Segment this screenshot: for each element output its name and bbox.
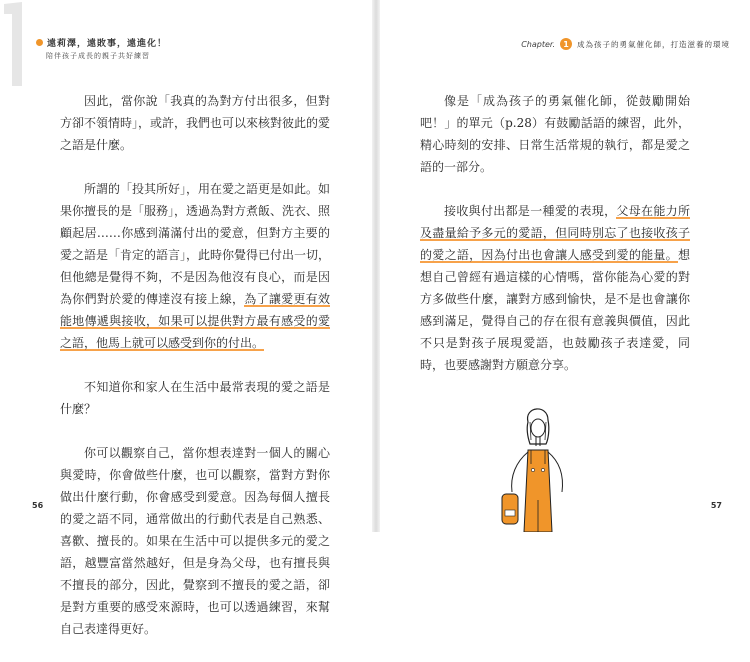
girl-illustration (490, 400, 580, 532)
bullet-dot-icon (36, 39, 43, 46)
page-number-left: 56 (32, 501, 44, 510)
page-number-right: 57 (710, 501, 722, 510)
running-header-left (36, 36, 167, 61)
paragraph: 所謂的「投其所好」，用在愛之語更是如此。如果你擅長的是「服務」，透過為對方煮飯、洗衣、照顧起居……你感到滿滿付出的愛意，但對方主要的愛之語是「肯定的語言」，此時你覺得已付出一切，但他總是覺得不夠，不是因為他沒有良心，而是因為你們對於愛的傳達沒有接上線，為了讓愛更有效能地傳遞與接收，如果可以提供對方最有感受的愛之語，他馬上就可以感受到你的付出。 (60, 182, 331, 350)
book-gutter (372, 0, 380, 532)
highlighted-text: 為了讓愛更有效能地傳遞與接收，如果可以提供對方最有感受的愛之語，他馬上就可以感受到你的付出。 (60, 292, 330, 350)
right-page-body (420, 90, 690, 398)
chapter-one-decoration (0, 0, 30, 90)
paragraph: 接收與付出都是一種愛的表現，父母在能力所及盡量給予多元的愛語，但同時別忘了也接收孩子的愛之語，因為付出也會讓人感受到愛的能量。想想自己曾經有過這樣的心情嗎，當你能為心愛的對方多做些什麼，讓對方感到愉快，是不是也會讓你感到滿足，覺得自己的存在很有意義與價值，因此不只是對孩子展現愛語，也鼓勵孩子表達愛，同時，也要感謝對方願意分享。 (420, 204, 690, 372)
chapter-title: 成為孩子的勇氣催化師，打造滋養的環境 (577, 39, 730, 49)
paragraph: 因此，當你說「我真的為對方付出很多，但對方卻不領情時」，或許，我們也可以來核對彼此的愛之語是什麼。 (60, 94, 331, 152)
chapter-label: Chapter. (521, 39, 555, 49)
paragraph: 你可以觀察自己，當你想表達對一個人的關心與愛時，你會做些什麼，也可以觀察，當對方對你做出什麼行動，你會感受到愛意。因為每個人擅長的愛之語不同，通常做出的行動代表是自己熟悉、喜歡、擅長的。如果在生活中可以提供多元的愛之語，越豐富當然越好，但是身為父母，也有擅長與不擅長的部分，因此，覺察到不擅長的愛之語，卻是對方重要的感受來源時，也可以透過練習，來幫自己表達得更好。 (60, 446, 330, 636)
paragraph: 像是「成為孩子的勇氣催化師，從鼓勵開始吧！」的單元（p.28）有鼓勵話語的練習，此外，精心時刻的安排、日常生活常規的執行，都是愛之語的一部分。 (420, 94, 690, 174)
book-title: 遠莉澤，遠敗事，遠進化！ (47, 39, 168, 49)
running-header-right (521, 38, 730, 50)
book-subtitle: 陪伴孩子成長的親子共好練習 (46, 52, 150, 60)
highlighted-text: 父母在能力所及盡量給予多元的愛語，但同時別忘了也接收孩子的愛之語，因為付出也會讓人感受到愛的能量。 (420, 204, 690, 262)
chapter-number-badge: 1 (560, 38, 572, 50)
paragraph: 不知道你和家人在生活中最常表現的愛之語是什麼？ (60, 380, 330, 416)
left-page-body (60, 90, 330, 662)
